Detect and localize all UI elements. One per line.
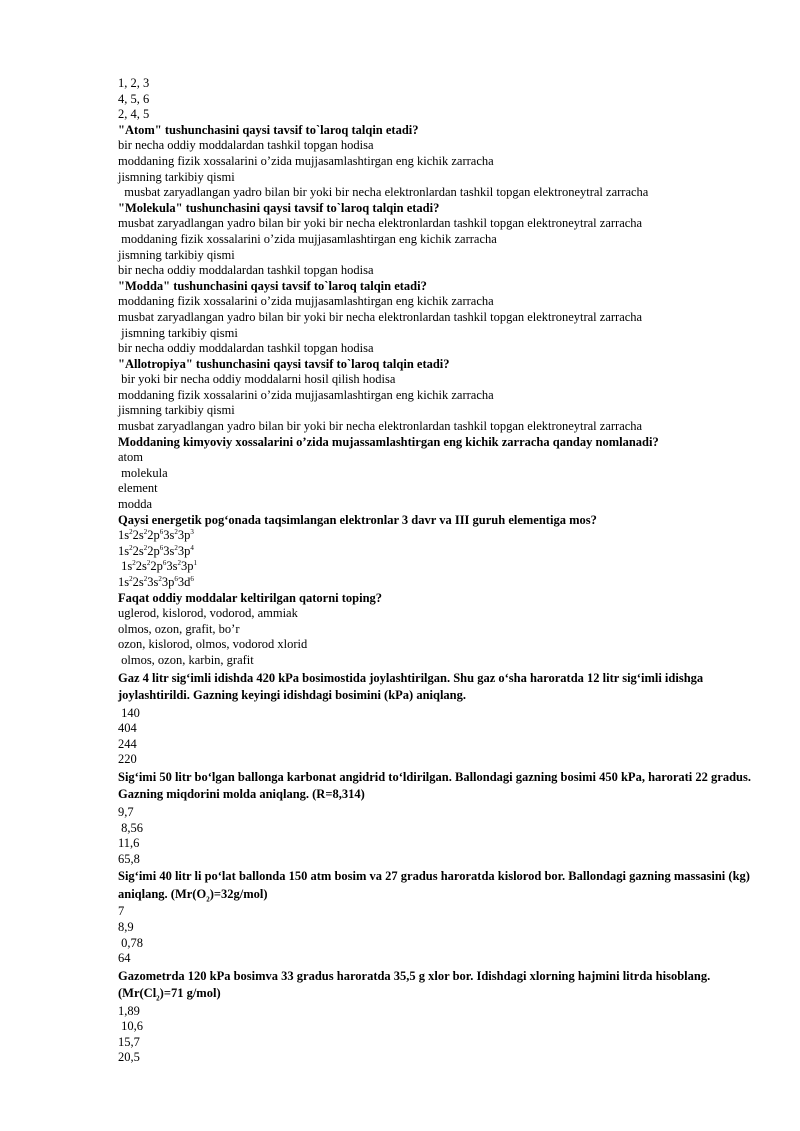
- answer-option: olmos, ozon, karbin, grafit: [118, 652, 254, 667]
- question-text: Moddaning kimyoviy xossalarini o’zida mujassamlashtirgan eng kichik zarracha qanday nomlanadi?: [118, 434, 659, 449]
- question-text: "Modda" tushunchasini qaysi tavsif to`laroq talqin etadi?: [118, 278, 427, 293]
- answer-option: 9,7: [118, 804, 134, 819]
- answer-option: moddaning fizik xossalarini o’zida mujjasamlashtirgan eng kichik zarracha: [118, 153, 494, 168]
- answer-option: 220: [118, 752, 137, 767]
- question-text: Sig‘imi 40 litr li po‘lat ballonda 150 atm bosim va 27 gradus haroratda kislorod bor. Ballondagi gazning massasini (kg) aniqlang. $(Mr(O_2)=32g/mol)$: [118, 869, 750, 904]
- answer-option: element: [118, 481, 158, 496]
- answer-option: 404: [118, 721, 137, 736]
- answer-option: 8,56: [118, 820, 143, 835]
- answer-option: olmos, ozon, grafit, bo’r: [118, 621, 240, 636]
- question-text: Qaysi energetik pog‘onada taqsimlangan elektronlar 3 davr va III guruh elementiga mos?: [118, 512, 597, 527]
- answer-option: 20,5: [118, 1050, 140, 1065]
- answer-option: $1s^22s^22p^63s^23p^3$: [118, 528, 194, 543]
- answer-option: jismning tarkibiy qismi: [118, 247, 235, 262]
- answer-option: 140: [118, 705, 140, 720]
- answer-option: bir necha oddiy moddalardan tashkil topgan hodisa: [118, 263, 374, 278]
- answer-option: 244: [118, 736, 137, 751]
- answer-option: atom: [118, 450, 143, 465]
- answer-option: modda: [118, 497, 153, 512]
- answer-option: 1, 2, 3: [118, 76, 150, 90]
- document-page: [118, 76, 758, 1066]
- answer-option: $1s^22s^22p^63s^23p^1$: [118, 559, 197, 574]
- answer-option: ozon, kislorod, olmos, vodorod xlorid: [118, 637, 308, 652]
- question-text: "Atom" tushunchasini qaysi tavsif to`laroq talqin etadi?: [118, 122, 419, 137]
- answer-option: 11,6: [118, 836, 140, 851]
- answer-option: $1s^22s^22p^63s^23p^4$: [118, 543, 194, 558]
- answer-option: 15,7: [118, 1034, 140, 1049]
- answer-option: uglerod, kislorod, vodorod, ammiak: [118, 606, 298, 621]
- answer-option: musbat zaryadlangan yadro bilan bir yoki bir necha elektronlardan tashkil topgan elektroneytral zarracha: [118, 185, 649, 200]
- answer-option: moddaning fizik xossalarini o’zida mujjasamlashtirgan eng kichik zarracha: [118, 231, 497, 246]
- answer-option: jismning tarkibiy qismi: [118, 325, 238, 340]
- answer-option: musbat zaryadlangan yadro bilan bir yoki bir necha elektronlardan tashkil topgan elektroneytral zarracha: [118, 216, 643, 231]
- question-text: Sig‘imi 50 litr bo‘lgan ballonga karbonat angidrid to‘ldirilgan. Ballondagi gazning bosimi 450 kPa, harorati 22 gradus. Gazning miqdorini molda aniqlang. (R=8,314): [118, 769, 751, 802]
- answer-option: molekula: [118, 465, 168, 480]
- answer-option: jismning tarkibiy qismi: [118, 169, 235, 184]
- answer-option: 2, 4, 5: [118, 107, 150, 122]
- answer-option: 7: [118, 904, 125, 919]
- answer-option: 64: [118, 951, 131, 966]
- answer-option: moddaning fizik xossalarini o’zida mujjasamlashtirgan eng kichik zarracha: [118, 387, 494, 402]
- answer-option: musbat zaryadlangan yadro bilan bir yoki bir necha elektronlardan tashkil topgan elektroneytral zarracha: [118, 419, 643, 434]
- answer-option: 65,8: [118, 851, 140, 866]
- answer-option: bir yoki bir necha oddiy moddalarni hosil qilish hodisa: [118, 372, 396, 387]
- question-text: "Molekula" tushunchasini qaysi tavsif to`laroq talqin etadi?: [118, 200, 440, 215]
- answer-option: 8,9: [118, 919, 134, 934]
- answer-option: bir necha oddiy moddalardan tashkil topgan hodisa: [118, 138, 374, 153]
- answer-option: moddaning fizik xossalarini o’zida mujjasamlashtirgan eng kichik zarracha: [118, 294, 494, 309]
- answer-option: bir necha oddiy moddalardan tashkil topgan hodisa: [118, 341, 374, 356]
- answer-option: jismning tarkibiy qismi: [118, 403, 235, 418]
- question-text: Gaz 4 litr sig‘imli idishda 420 kPa bosimostida joylashtirilgan. Shu gaz o‘sha haroratda 12 litr sig‘imli idishga joylashtirildi. Gazning keyingi idishdagi bosimini (kPa) aniqlang.: [118, 670, 704, 703]
- question-text: Gazometrda 120 kPa bosimva 33 gradus haroratda 35,5 g xlor bor. Idishdagi xlorning hajmini litrda hisoblang. ($Mr(Cl_2)=71$ g/mol): [118, 968, 714, 1003]
- answer-option: $1s^22s^23s^23p^63d^6$: [118, 574, 194, 589]
- answer-option: 1,89: [118, 1003, 140, 1018]
- question-text: "Allotropiya" tushunchasini qaysi tavsif to`laroq talqin etadi?: [118, 356, 450, 371]
- answer-option: 4, 5, 6: [118, 91, 150, 106]
- answer-option: musbat zaryadlangan yadro bilan bir yoki bir necha elektronlardan tashkil topgan elektroneytral zarracha: [118, 309, 643, 324]
- question-text: Faqat oddiy moddalar keltirilgan qatorni toping?: [118, 590, 383, 605]
- answer-option: 0,78: [118, 935, 143, 950]
- answer-option: 10,6: [118, 1019, 143, 1034]
